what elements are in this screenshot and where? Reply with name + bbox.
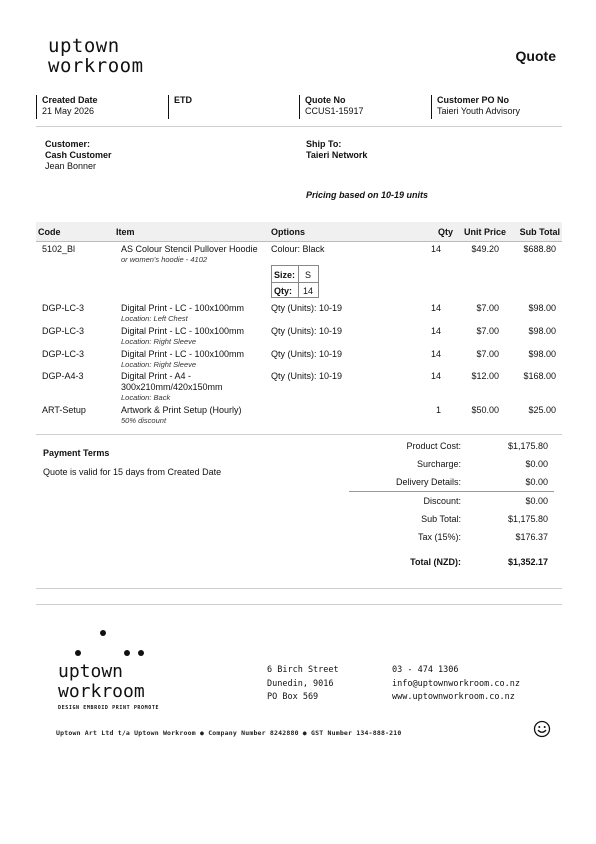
customer-po-value: Taieri Youth Advisory	[437, 106, 521, 116]
delivery-value: $0.00	[525, 477, 548, 487]
subtotal-label: Sub Total:	[421, 514, 461, 524]
row-2-note: Location: Left Chest	[121, 314, 188, 323]
row-5-sub-total: $168.00	[523, 371, 556, 381]
brand-line-2: workroom	[48, 55, 144, 77]
created-date-label: Created Date	[42, 95, 98, 105]
row-3-code: DGP-LC-3	[42, 326, 85, 336]
footer-address	[267, 664, 339, 705]
tax-label: Tax (15%):	[417, 532, 461, 542]
row-5-qty: 14	[430, 371, 441, 381]
ship-to-label: Ship To:	[306, 139, 342, 149]
footer-logo	[58, 662, 145, 702]
quote-no-value: CCUS1-15917	[305, 106, 364, 116]
row-2-option: Qty (Units): 10-19	[271, 303, 343, 313]
payment-terms-title: Payment Terms	[43, 448, 110, 458]
row-5-option: Qty (Units): 10-19	[271, 371, 343, 381]
row-2-item: Digital Print - LC - 100x100mm	[121, 303, 245, 313]
row-6-note: 50% discount	[121, 416, 167, 425]
size-value: S	[305, 270, 312, 280]
size-qty-box	[271, 265, 319, 298]
row-6-code: ART-Setup	[42, 405, 86, 415]
brand-logo	[48, 36, 144, 76]
discount-value: $0.00	[525, 496, 548, 506]
row-1-unit-price: $49.20	[471, 244, 499, 254]
surcharge-value: $0.00	[525, 459, 548, 469]
footer-tagline: DESIGN EMBROID PRINT PROMOTE	[58, 705, 160, 711]
row-5-unit-price: $12.00	[471, 371, 499, 381]
logo-dot-right-1	[124, 650, 130, 656]
col-header-item: Item	[116, 227, 135, 237]
document-title: Quote	[515, 48, 556, 64]
footer-website[interactable]: www.uptownworkroom.co.nz	[392, 692, 515, 702]
row-1-note: or women's hoodie - 4102	[121, 255, 208, 264]
qty-value: 14	[303, 286, 314, 296]
row-2-qty: 14	[430, 303, 441, 313]
footer-legal: Uptown Art Ltd t/a Uptown Workroom ● Company Number 8242880 ● GST Number 134-888-210	[56, 729, 402, 737]
size-qty-box-divider-h	[272, 282, 318, 283]
delivery-label: Delivery Details:	[395, 477, 461, 487]
ship-to-name: Taieri Network	[306, 150, 368, 160]
row-4-sub-total: $98.00	[528, 349, 556, 359]
row-6-unit-price: $50.00	[471, 405, 499, 415]
payment-terms-text: Quote is valid for 15 days from Created Date	[43, 467, 222, 477]
row-3-qty: 14	[430, 326, 441, 336]
row-6-sub-total: $25.00	[528, 405, 556, 415]
footer-email[interactable]: info@uptownworkroom.co.nz	[392, 678, 520, 689]
pricing-note: Pricing based on 10-19 units	[306, 190, 429, 200]
row-4-code: DGP-LC-3	[42, 349, 85, 359]
row-5-note: Location: Back	[121, 393, 171, 402]
logo-dot-top	[100, 630, 106, 636]
col-header-qty: Qty	[437, 227, 453, 237]
row-4-note: Location: Right Sleeve	[121, 360, 197, 369]
address-line-2: Dunedin, 9016	[267, 678, 334, 689]
subtotal-value: $1,175.80	[507, 514, 548, 524]
footer-phone: 03 - 474 1306	[392, 665, 459, 675]
total-value: $1,352.17	[507, 557, 548, 567]
row-3-note: Location: Right Sleeve	[121, 337, 197, 346]
ship-to-block	[306, 139, 367, 161]
smiley-icon	[533, 720, 551, 740]
customer-contact: Jean Bonner	[45, 161, 97, 171]
footer-contact	[392, 664, 520, 705]
product-cost-label: Product Cost:	[406, 441, 461, 451]
row-5-item-line-1: Digital Print - A4 -	[121, 371, 192, 381]
row-2-unit-price: $7.00	[476, 303, 499, 313]
quote-no-cell	[299, 95, 429, 119]
tax-value: $176.37	[515, 532, 548, 542]
row-4-unit-price: $7.00	[476, 349, 499, 359]
total-label: Total (NZD):	[410, 557, 461, 567]
row-1-option: Colour: Black	[271, 244, 325, 254]
discount-label: Discount:	[423, 496, 461, 506]
row-4-option: Qty (Units): 10-19	[271, 349, 343, 359]
row-5-code: DGP-A4-3	[42, 371, 84, 381]
surcharge-label: Surcharge:	[416, 459, 461, 469]
row-4-item: Digital Print - LC - 100x100mm	[121, 349, 245, 359]
row-1-code: 5102_Bl	[42, 244, 76, 254]
footer-top-divider	[36, 604, 562, 605]
logo-dot-right-2	[138, 650, 144, 656]
row-2-sub-total: $98.00	[528, 303, 556, 313]
row-2-code: DGP-LC-3	[42, 303, 85, 313]
totals-divider	[349, 491, 554, 492]
address-line-3: PO Box 569	[267, 692, 319, 702]
qty-label: Qty:	[274, 286, 292, 296]
col-header-options: Options	[271, 227, 305, 237]
totals-bottom-divider	[36, 588, 562, 589]
address-line-1: 6 Birch Street	[267, 665, 339, 675]
footer-logo-line-2: workroom	[58, 681, 145, 702]
row-3-sub-total: $98.00	[528, 326, 556, 336]
header-divider	[36, 126, 562, 127]
customer-block	[45, 139, 112, 172]
etd-cell	[168, 95, 298, 119]
row-1-qty: 14	[430, 244, 441, 254]
footer-logo-line-1: uptown	[58, 661, 124, 682]
table-bottom-divider	[36, 434, 562, 435]
row-3-unit-price: $7.00	[476, 326, 499, 336]
quote-no-label: Quote No	[305, 95, 346, 105]
customer-po-label: Customer PO No	[437, 95, 510, 105]
customer-name: Cash Customer	[45, 150, 112, 160]
col-header-sub-total: Sub Total	[519, 227, 560, 237]
col-header-unit-price: Unit Price	[463, 227, 506, 237]
row-3-option: Qty (Units): 10-19	[271, 326, 343, 336]
size-label: Size:	[274, 270, 296, 280]
row-5-item-line-2: 300x210mm/420x150mm	[121, 382, 223, 392]
created-date-value: 21 May 2026	[42, 106, 95, 116]
row-3-item: Digital Print - LC - 100x100mm	[121, 326, 245, 336]
etd-label: ETD	[174, 95, 192, 105]
col-header-code: Code	[38, 227, 61, 237]
row-4-qty: 14	[430, 349, 441, 359]
row-1-item: AS Colour Stencil Pullover Hoodie	[121, 244, 258, 254]
row-1-sub-total: $688.80	[523, 244, 556, 254]
row-6-item: Artwork & Print Setup (Hourly)	[121, 405, 242, 415]
table-header-divider	[36, 241, 562, 242]
brand-line-1: uptown	[48, 35, 120, 57]
product-cost-value: $1,175.80	[507, 441, 548, 451]
logo-dot-left	[75, 650, 81, 656]
customer-label: Customer:	[45, 139, 91, 149]
customer-po-cell	[431, 95, 561, 119]
row-6-qty: 1	[435, 405, 441, 415]
created-date-cell	[36, 95, 166, 119]
